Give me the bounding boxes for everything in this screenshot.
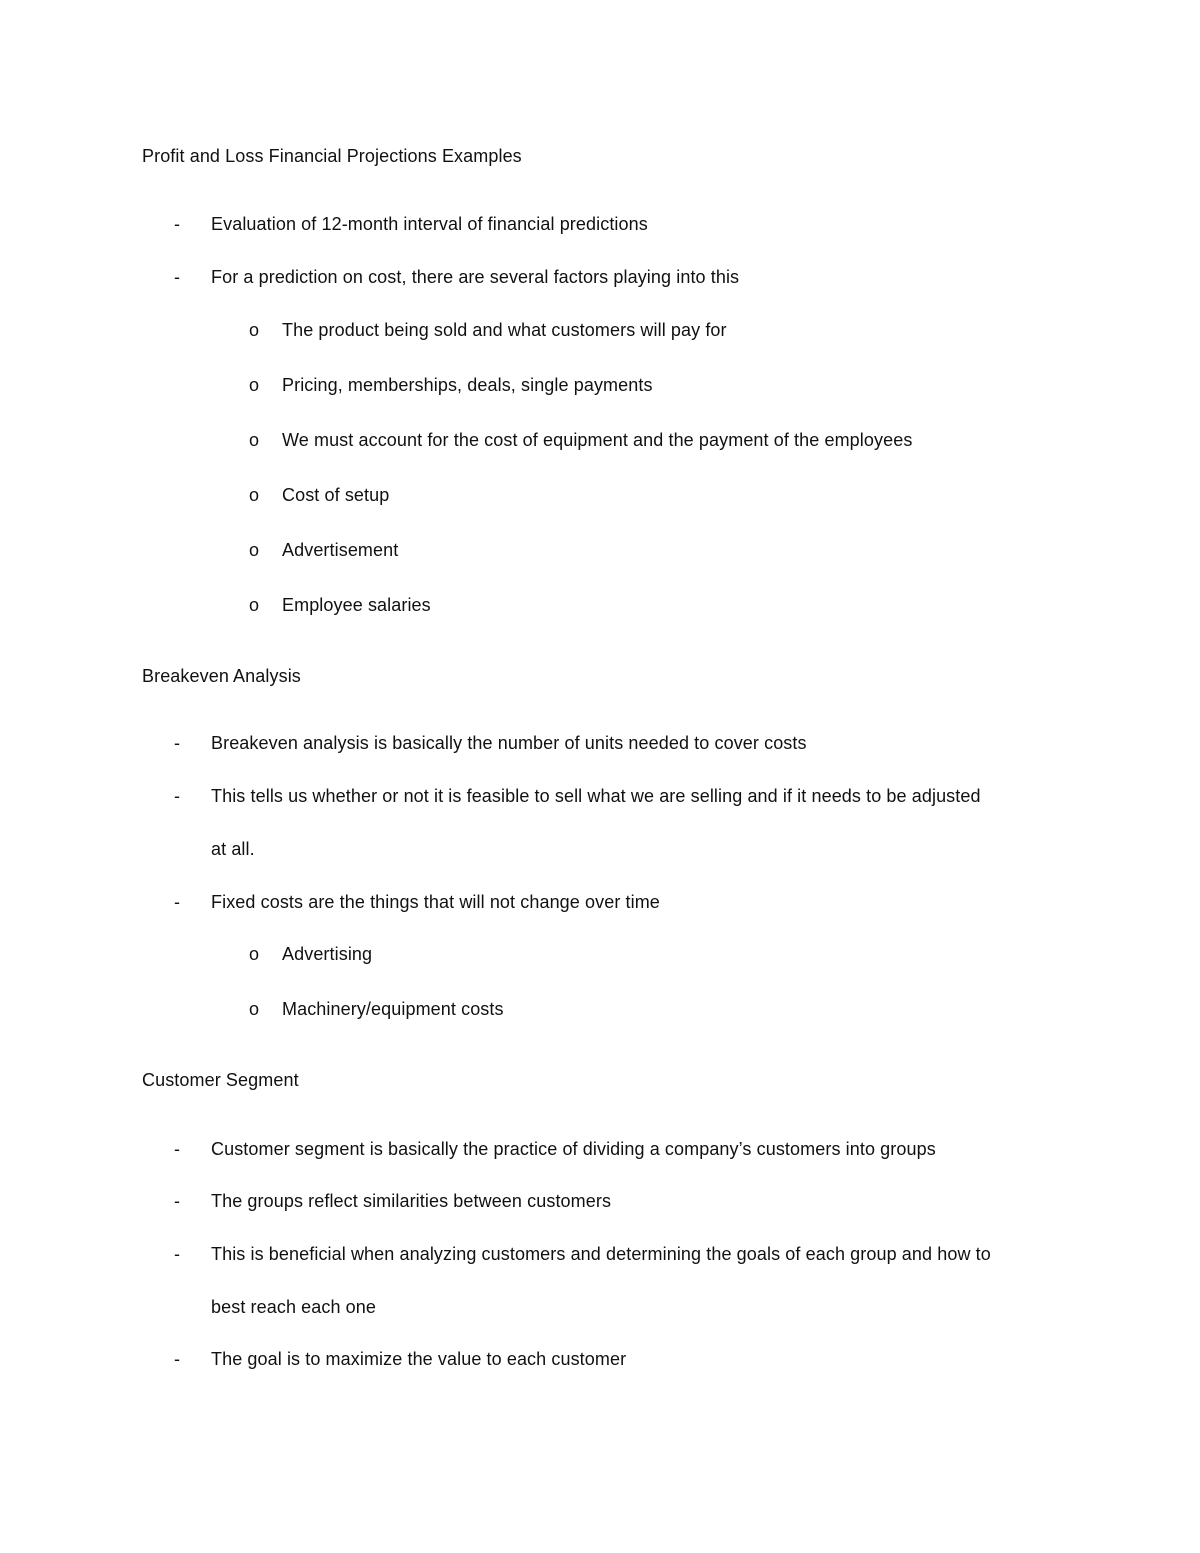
sub-list-item: Cost of setup [282, 485, 390, 505]
list-item: For a prediction on cost, there are several factors playing into this [211, 267, 740, 287]
section-heading-customer-segment: Customer Segment [142, 1070, 299, 1090]
sub-list-item: Advertising [282, 944, 373, 964]
circle-bullet-marker: o [249, 595, 260, 615]
list-item: This tells us whether or not it is feasible to sell what we are selling and if it needs to be adjusted [211, 786, 981, 806]
list-item: Customer segment is basically the practice of dividing a company’s customers into groups [211, 1139, 936, 1159]
circle-bullet-marker: o [249, 485, 260, 505]
dash-bullet-marker: - [174, 1139, 181, 1159]
dash-bullet-marker: - [174, 1349, 181, 1369]
circle-bullet-marker: o [249, 320, 260, 340]
circle-bullet-marker: o [249, 430, 260, 450]
list-item: The groups reflect similarities between customers [211, 1191, 612, 1211]
sub-list-item: Pricing, memberships, deals, single payments [282, 375, 653, 395]
list-item: Evaluation of 12-month interval of financial predictions [211, 214, 648, 234]
dash-bullet-marker: - [174, 267, 181, 287]
section-heading-breakeven: Breakeven Analysis [142, 666, 301, 686]
list-item-continuation: best reach each one [211, 1297, 377, 1317]
sub-list-item: Employee salaries [282, 595, 431, 615]
sub-list-item: The product being sold and what customers will pay for [282, 320, 727, 340]
list-item: Breakeven analysis is basically the number of units needed to cover costs [211, 733, 807, 753]
list-item: The goal is to maximize the value to each customer [211, 1349, 627, 1369]
dash-bullet-marker: - [174, 733, 181, 753]
dash-bullet-marker: - [174, 786, 181, 806]
dash-bullet-marker: - [174, 214, 181, 234]
dash-bullet-marker: - [174, 892, 181, 912]
list-item: This is beneficial when analyzing customers and determining the goals of each group and how to [211, 1244, 991, 1264]
section-heading-profit-loss: Profit and Loss Financial Projections Examples [142, 146, 522, 166]
list-item: Fixed costs are the things that will not change over time [211, 892, 660, 912]
list-item-continuation: at all. [211, 839, 255, 859]
sub-list-item: Machinery/equipment costs [282, 999, 504, 1019]
dash-bullet-marker: - [174, 1191, 181, 1211]
circle-bullet-marker: o [249, 540, 260, 560]
circle-bullet-marker: o [249, 375, 260, 395]
sub-list-item: Advertisement [282, 540, 399, 560]
sub-list-item: We must account for the cost of equipment and the payment of the employees [282, 430, 913, 450]
circle-bullet-marker: o [249, 944, 260, 964]
circle-bullet-marker: o [249, 999, 260, 1019]
dash-bullet-marker: - [174, 1244, 181, 1264]
